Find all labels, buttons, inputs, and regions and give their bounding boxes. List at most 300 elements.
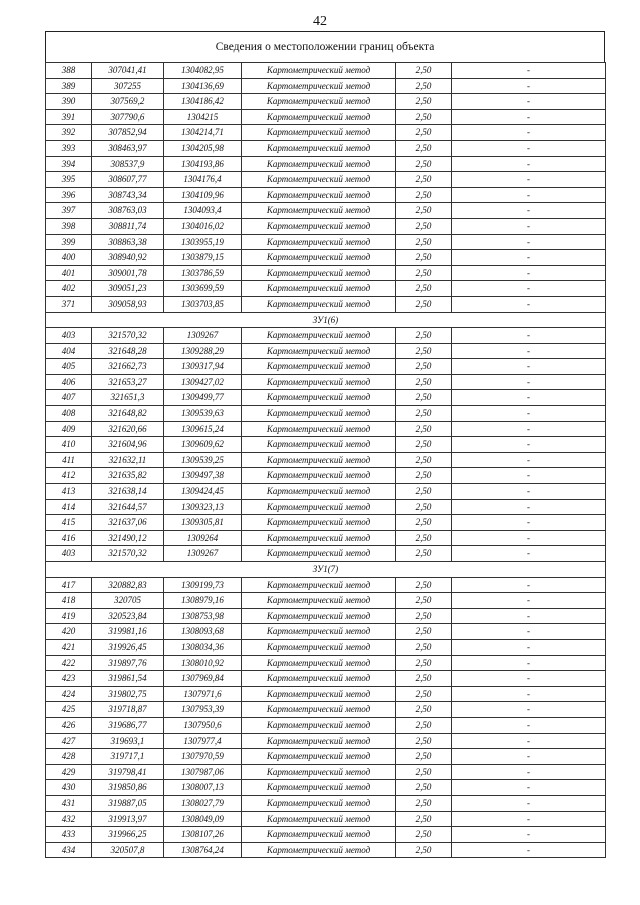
section-header-row — [46, 312, 606, 328]
x-coordinate-cell: 321620,66 — [92, 421, 164, 437]
description-cell: - — [452, 702, 606, 718]
accuracy-cell: 2,50 — [396, 125, 452, 141]
description-cell: - — [452, 827, 606, 843]
description-cell: - — [452, 655, 606, 671]
accuracy-cell: 2,50 — [396, 624, 452, 640]
description-cell: - — [452, 717, 606, 733]
coordinates-table-body — [46, 63, 606, 858]
x-coordinate-cell: 307852,94 — [92, 125, 164, 141]
x-coordinate-cell: 309051,23 — [92, 281, 164, 297]
table-row — [46, 234, 606, 250]
point-number-cell: 408 — [46, 406, 92, 422]
x-coordinate-cell: 320523,84 — [92, 608, 164, 624]
method-cell: Картометрический метод — [242, 390, 396, 406]
page-number: 42 — [313, 14, 327, 29]
y-coordinate-cell: 1304205,98 — [164, 140, 242, 156]
x-coordinate-cell: 321490,12 — [92, 530, 164, 546]
point-number-cell: 428 — [46, 749, 92, 765]
y-coordinate-cell: 1308753,98 — [164, 608, 242, 624]
y-coordinate-cell: 1304186,42 — [164, 94, 242, 110]
table-row — [46, 717, 606, 733]
method-cell: Картометрический метод — [242, 795, 396, 811]
method-cell: Картометрический метод — [242, 328, 396, 344]
y-coordinate-cell: 1303703,85 — [164, 296, 242, 312]
accuracy-cell: 2,50 — [396, 218, 452, 234]
accuracy-cell: 2,50 — [396, 281, 452, 297]
table-row — [46, 811, 606, 827]
point-number-cell: 426 — [46, 717, 92, 733]
description-cell: - — [452, 749, 606, 765]
method-cell: Картометрический метод — [242, 452, 396, 468]
y-coordinate-cell: 1307969,84 — [164, 671, 242, 687]
table-row — [46, 842, 606, 858]
accuracy-cell: 2,50 — [396, 390, 452, 406]
accuracy-cell: 2,50 — [396, 265, 452, 281]
y-coordinate-cell: 1309267 — [164, 328, 242, 344]
y-coordinate-cell: 1308034,36 — [164, 639, 242, 655]
point-number-cell: 423 — [46, 671, 92, 687]
description-cell: - — [452, 250, 606, 266]
point-number-cell: 395 — [46, 172, 92, 188]
method-cell: Картометрический метод — [242, 218, 396, 234]
method-cell: Картометрический метод — [242, 624, 396, 640]
method-cell: Картометрический метод — [242, 749, 396, 765]
description-cell: - — [452, 733, 606, 749]
x-coordinate-cell: 309058,93 — [92, 296, 164, 312]
method-cell: Картометрический метод — [242, 281, 396, 297]
table-row — [46, 577, 606, 593]
description-cell: - — [452, 172, 606, 188]
y-coordinate-cell: 1303786,59 — [164, 265, 242, 281]
method-cell: Картометрический метод — [242, 639, 396, 655]
accuracy-cell: 2,50 — [396, 671, 452, 687]
description-cell: - — [452, 593, 606, 609]
table-row — [46, 406, 606, 422]
y-coordinate-cell: 1309288,29 — [164, 343, 242, 359]
description-cell: - — [452, 203, 606, 219]
description-cell: - — [452, 437, 606, 453]
point-number-cell: 390 — [46, 94, 92, 110]
y-coordinate-cell: 1304176,4 — [164, 172, 242, 188]
x-coordinate-cell: 319798,41 — [92, 764, 164, 780]
accuracy-cell: 2,50 — [396, 421, 452, 437]
accuracy-cell: 2,50 — [396, 156, 452, 172]
point-number-cell: 397 — [46, 203, 92, 219]
point-number-cell: 412 — [46, 468, 92, 484]
table-row — [46, 795, 606, 811]
description-cell: - — [452, 328, 606, 344]
point-number-cell: 400 — [46, 250, 92, 266]
accuracy-cell: 2,50 — [396, 842, 452, 858]
accuracy-cell: 2,50 — [396, 515, 452, 531]
method-cell: Картометрический метод — [242, 374, 396, 390]
table-row — [46, 827, 606, 843]
y-coordinate-cell: 1309305,81 — [164, 515, 242, 531]
x-coordinate-cell: 321632,11 — [92, 452, 164, 468]
point-number-cell: 392 — [46, 125, 92, 141]
table-row — [46, 749, 606, 765]
y-coordinate-cell: 1309199,73 — [164, 577, 242, 593]
accuracy-cell: 2,50 — [396, 140, 452, 156]
x-coordinate-cell: 307569,2 — [92, 94, 164, 110]
point-number-cell: 405 — [46, 359, 92, 375]
y-coordinate-cell: 1307971,6 — [164, 686, 242, 702]
y-coordinate-cell: 1307977,4 — [164, 733, 242, 749]
accuracy-cell: 2,50 — [396, 577, 452, 593]
accuracy-cell: 2,50 — [396, 250, 452, 266]
accuracy-cell: 2,50 — [396, 795, 452, 811]
x-coordinate-cell: 308863,38 — [92, 234, 164, 250]
accuracy-cell: 2,50 — [396, 593, 452, 609]
accuracy-cell: 2,50 — [396, 686, 452, 702]
x-coordinate-cell: 319861,54 — [92, 671, 164, 687]
x-coordinate-cell: 321648,28 — [92, 343, 164, 359]
description-cell: - — [452, 63, 606, 79]
y-coordinate-cell: 1309264 — [164, 530, 242, 546]
point-number-cell: 432 — [46, 811, 92, 827]
x-coordinate-cell: 319693,1 — [92, 733, 164, 749]
accuracy-cell: 2,50 — [396, 827, 452, 843]
description-cell: - — [452, 296, 606, 312]
table-row — [46, 421, 606, 437]
point-number-cell: 425 — [46, 702, 92, 718]
x-coordinate-cell: 308537,9 — [92, 156, 164, 172]
y-coordinate-cell: 1309609,62 — [164, 437, 242, 453]
table-row — [46, 639, 606, 655]
y-coordinate-cell: 1308107,26 — [164, 827, 242, 843]
description-cell: - — [452, 156, 606, 172]
y-coordinate-cell: 1309317,94 — [164, 359, 242, 375]
method-cell: Картометрический метод — [242, 187, 396, 203]
y-coordinate-cell: 1303955,19 — [164, 234, 242, 250]
x-coordinate-cell: 308940,92 — [92, 250, 164, 266]
point-number-cell: 399 — [46, 234, 92, 250]
description-cell: - — [452, 234, 606, 250]
method-cell: Картометрический метод — [242, 811, 396, 827]
method-cell: Картометрический метод — [242, 125, 396, 141]
accuracy-cell: 2,50 — [396, 328, 452, 344]
y-coordinate-cell: 1304136,69 — [164, 78, 242, 94]
y-coordinate-cell: 1309615,24 — [164, 421, 242, 437]
x-coordinate-cell: 321644,57 — [92, 499, 164, 515]
method-cell: Картометрический метод — [242, 515, 396, 531]
y-coordinate-cell: 1308049,09 — [164, 811, 242, 827]
description-cell: - — [452, 795, 606, 811]
section-label: ЗУ1(6) — [46, 312, 606, 328]
y-coordinate-cell: 1309323,13 — [164, 499, 242, 515]
accuracy-cell: 2,50 — [396, 530, 452, 546]
point-number-cell: 394 — [46, 156, 92, 172]
description-cell: - — [452, 811, 606, 827]
description-cell: - — [452, 608, 606, 624]
x-coordinate-cell: 319887,05 — [92, 795, 164, 811]
description-cell: - — [452, 671, 606, 687]
y-coordinate-cell: 1307970,59 — [164, 749, 242, 765]
description-cell: - — [452, 390, 606, 406]
description-cell: - — [452, 452, 606, 468]
accuracy-cell: 2,50 — [396, 639, 452, 655]
point-number-cell: 393 — [46, 140, 92, 156]
section-header-row — [46, 562, 606, 578]
table-row — [46, 172, 606, 188]
method-cell: Картометрический метод — [242, 250, 396, 266]
point-number-cell: 422 — [46, 655, 92, 671]
table-row — [46, 265, 606, 281]
description-cell: - — [452, 468, 606, 484]
description-cell: - — [452, 374, 606, 390]
method-cell: Картометрический метод — [242, 359, 396, 375]
description-cell: - — [452, 140, 606, 156]
coordinates-table — [45, 62, 606, 858]
table-row — [46, 702, 606, 718]
method-cell: Картометрический метод — [242, 686, 396, 702]
point-number-cell: 413 — [46, 484, 92, 500]
x-coordinate-cell: 319926,45 — [92, 639, 164, 655]
x-coordinate-cell: 307790,6 — [92, 109, 164, 125]
x-coordinate-cell: 321638,14 — [92, 484, 164, 500]
x-coordinate-cell: 321637,06 — [92, 515, 164, 531]
method-cell: Картометрический метод — [242, 717, 396, 733]
table-row — [46, 390, 606, 406]
accuracy-cell: 2,50 — [396, 655, 452, 671]
accuracy-cell: 2,50 — [396, 749, 452, 765]
method-cell: Картометрический метод — [242, 94, 396, 110]
method-cell: Картометрический метод — [242, 827, 396, 843]
table-row — [46, 484, 606, 500]
x-coordinate-cell: 308607,77 — [92, 172, 164, 188]
table-row — [46, 764, 606, 780]
description-cell: - — [452, 359, 606, 375]
table-row — [46, 187, 606, 203]
y-coordinate-cell: 1304214,71 — [164, 125, 242, 141]
y-coordinate-cell: 1304215 — [164, 109, 242, 125]
accuracy-cell: 2,50 — [396, 608, 452, 624]
description-cell: - — [452, 546, 606, 562]
method-cell: Картометрический метод — [242, 733, 396, 749]
accuracy-cell: 2,50 — [396, 234, 452, 250]
point-number-cell: 402 — [46, 281, 92, 297]
method-cell: Картометрический метод — [242, 671, 396, 687]
table-row — [46, 109, 606, 125]
method-cell: Картометрический метод — [242, 234, 396, 250]
method-cell: Картометрический метод — [242, 530, 396, 546]
description-cell: - — [452, 577, 606, 593]
x-coordinate-cell: 319966,25 — [92, 827, 164, 843]
point-number-cell: 403 — [46, 546, 92, 562]
description-cell: - — [452, 686, 606, 702]
section-label: ЗУ1(7) — [46, 562, 606, 578]
y-coordinate-cell: 1304082,95 — [164, 63, 242, 79]
y-coordinate-cell: 1308093,68 — [164, 624, 242, 640]
table-row — [46, 452, 606, 468]
y-coordinate-cell: 1308764,24 — [164, 842, 242, 858]
table-row — [46, 63, 606, 79]
accuracy-cell: 2,50 — [396, 63, 452, 79]
accuracy-cell: 2,50 — [396, 717, 452, 733]
method-cell: Картометрический метод — [242, 780, 396, 796]
method-cell: Картометрический метод — [242, 78, 396, 94]
table-row — [46, 530, 606, 546]
point-number-cell: 418 — [46, 593, 92, 609]
description-cell: - — [452, 842, 606, 858]
y-coordinate-cell: 1304109,96 — [164, 187, 242, 203]
table-row — [46, 140, 606, 156]
x-coordinate-cell: 321662,73 — [92, 359, 164, 375]
table-row — [46, 624, 606, 640]
method-cell: Картометрический метод — [242, 140, 396, 156]
point-number-cell: 434 — [46, 842, 92, 858]
y-coordinate-cell: 1303879,15 — [164, 250, 242, 266]
table-row — [46, 328, 606, 344]
accuracy-cell: 2,50 — [396, 187, 452, 203]
x-coordinate-cell: 321651,3 — [92, 390, 164, 406]
point-number-cell: 371 — [46, 296, 92, 312]
table-row — [46, 296, 606, 312]
method-cell: Картометрический метод — [242, 499, 396, 515]
method-cell: Картометрический метод — [242, 608, 396, 624]
accuracy-cell: 2,50 — [396, 109, 452, 125]
point-number-cell: 415 — [46, 515, 92, 531]
x-coordinate-cell: 309001,78 — [92, 265, 164, 281]
x-coordinate-cell: 321604,96 — [92, 437, 164, 453]
method-cell: Картометрический метод — [242, 203, 396, 219]
x-coordinate-cell: 307041,41 — [92, 63, 164, 79]
table-row — [46, 733, 606, 749]
accuracy-cell: 2,50 — [396, 78, 452, 94]
method-cell: Картометрический метод — [242, 109, 396, 125]
accuracy-cell: 2,50 — [396, 764, 452, 780]
accuracy-cell: 2,50 — [396, 484, 452, 500]
table-row — [46, 499, 606, 515]
table-row — [46, 374, 606, 390]
accuracy-cell: 2,50 — [396, 406, 452, 422]
table-row — [46, 608, 606, 624]
y-coordinate-cell: 1308010,92 — [164, 655, 242, 671]
accuracy-cell: 2,50 — [396, 203, 452, 219]
y-coordinate-cell: 1307953,39 — [164, 702, 242, 718]
boundary-sheet — [45, 31, 605, 858]
description-cell: - — [452, 639, 606, 655]
description-cell: - — [452, 125, 606, 141]
point-number-cell: 417 — [46, 577, 92, 593]
description-cell: - — [452, 281, 606, 297]
table-row — [46, 359, 606, 375]
point-number-cell: 411 — [46, 452, 92, 468]
description-cell: - — [452, 94, 606, 110]
x-coordinate-cell: 319897,76 — [92, 655, 164, 671]
point-number-cell: 424 — [46, 686, 92, 702]
y-coordinate-cell: 1304016,02 — [164, 218, 242, 234]
method-cell: Картометрический метод — [242, 343, 396, 359]
table-row — [46, 281, 606, 297]
method-cell: Картометрический метод — [242, 296, 396, 312]
y-coordinate-cell: 1307987,06 — [164, 764, 242, 780]
description-cell: - — [452, 624, 606, 640]
point-number-cell: 427 — [46, 733, 92, 749]
x-coordinate-cell: 321653,27 — [92, 374, 164, 390]
table-row — [46, 686, 606, 702]
point-number-cell: 389 — [46, 78, 92, 94]
table-row — [46, 343, 606, 359]
method-cell: Картометрический метод — [242, 655, 396, 671]
accuracy-cell: 2,50 — [396, 468, 452, 484]
point-number-cell: 414 — [46, 499, 92, 515]
point-number-cell: 420 — [46, 624, 92, 640]
y-coordinate-cell: 1308979,16 — [164, 593, 242, 609]
point-number-cell: 401 — [46, 265, 92, 281]
accuracy-cell: 2,50 — [396, 172, 452, 188]
accuracy-cell: 2,50 — [396, 374, 452, 390]
point-number-cell: 421 — [46, 639, 92, 655]
y-coordinate-cell: 1309539,25 — [164, 452, 242, 468]
point-number-cell: 396 — [46, 187, 92, 203]
x-coordinate-cell: 319802,75 — [92, 686, 164, 702]
accuracy-cell: 2,50 — [396, 702, 452, 718]
point-number-cell: 431 — [46, 795, 92, 811]
table-row — [46, 94, 606, 110]
description-cell: - — [452, 780, 606, 796]
method-cell: Картометрический метод — [242, 468, 396, 484]
y-coordinate-cell: 1309497,38 — [164, 468, 242, 484]
table-row — [46, 468, 606, 484]
point-number-cell: 404 — [46, 343, 92, 359]
point-number-cell: 430 — [46, 780, 92, 796]
accuracy-cell: 2,50 — [396, 780, 452, 796]
table-row — [46, 780, 606, 796]
method-cell: Картометрический метод — [242, 842, 396, 858]
point-number-cell: 388 — [46, 63, 92, 79]
x-coordinate-cell: 320705 — [92, 593, 164, 609]
accuracy-cell: 2,50 — [396, 94, 452, 110]
x-coordinate-cell: 308743,34 — [92, 187, 164, 203]
table-row — [46, 156, 606, 172]
x-coordinate-cell: 321570,32 — [92, 328, 164, 344]
point-number-cell: 433 — [46, 827, 92, 843]
table-row — [46, 78, 606, 94]
x-coordinate-cell: 321648,82 — [92, 406, 164, 422]
table-row — [46, 593, 606, 609]
description-cell: - — [452, 265, 606, 281]
method-cell: Картометрический метод — [242, 406, 396, 422]
description-cell: - — [452, 421, 606, 437]
point-number-cell: 391 — [46, 109, 92, 125]
description-cell: - — [452, 515, 606, 531]
y-coordinate-cell: 1309427,02 — [164, 374, 242, 390]
method-cell: Картометрический метод — [242, 172, 396, 188]
accuracy-cell: 2,50 — [396, 359, 452, 375]
accuracy-cell: 2,50 — [396, 296, 452, 312]
y-coordinate-cell: 1309499,77 — [164, 390, 242, 406]
accuracy-cell: 2,50 — [396, 546, 452, 562]
method-cell: Картометрический метод — [242, 63, 396, 79]
method-cell: Картометрический метод — [242, 764, 396, 780]
method-cell: Картометрический метод — [242, 577, 396, 593]
point-number-cell: 409 — [46, 421, 92, 437]
y-coordinate-cell: 1309424,45 — [164, 484, 242, 500]
method-cell: Картометрический метод — [242, 265, 396, 281]
table-row — [46, 515, 606, 531]
description-cell: - — [452, 499, 606, 515]
description-cell: - — [452, 218, 606, 234]
point-number-cell: 398 — [46, 218, 92, 234]
x-coordinate-cell: 320507,8 — [92, 842, 164, 858]
y-coordinate-cell: 1308027,79 — [164, 795, 242, 811]
method-cell: Картометрический метод — [242, 484, 396, 500]
table-row — [46, 250, 606, 266]
method-cell: Картометрический метод — [242, 421, 396, 437]
y-coordinate-cell: 1309267 — [164, 546, 242, 562]
x-coordinate-cell: 319718,87 — [92, 702, 164, 718]
